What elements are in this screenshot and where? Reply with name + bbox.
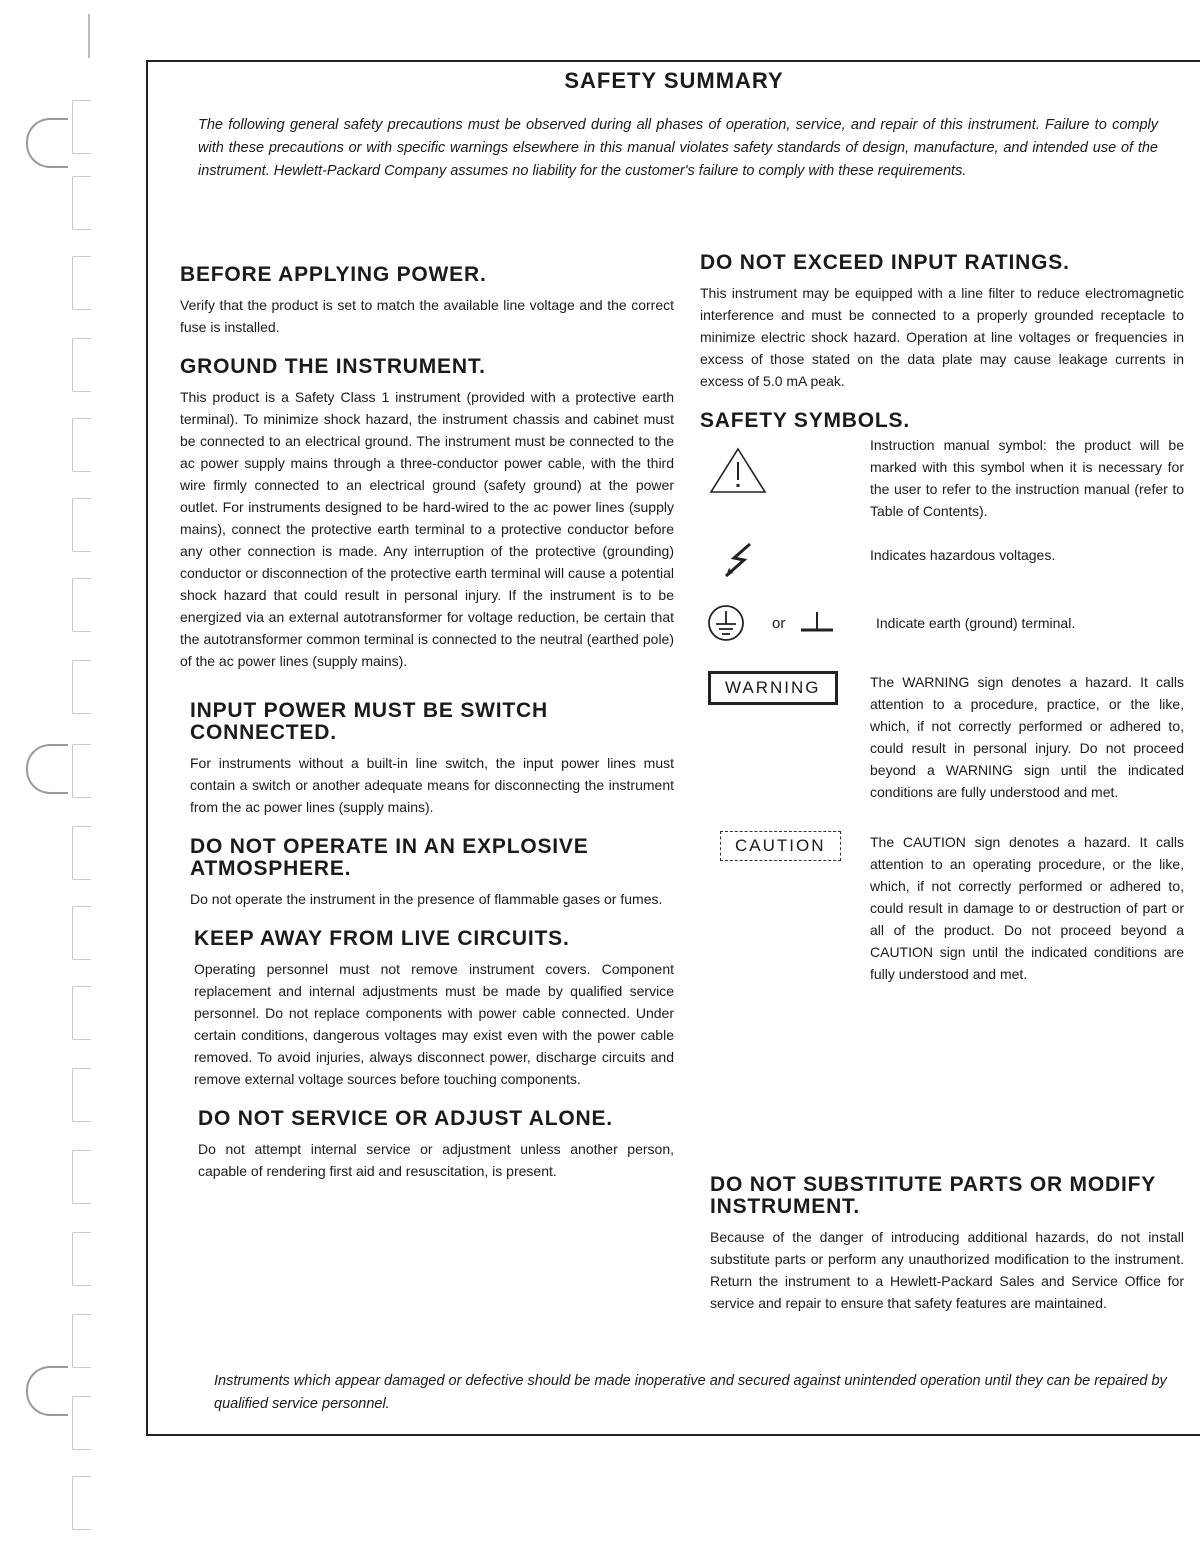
intro-paragraph: The following general safety precautions must be observed during all phases of operation, service, and repair of this instrument. Failure to comply with these precautions or with specific warnings elsewhere in this manual violates safety standards of design, manufacture, and intended use of the instrument. Hewlett-Packard Company assumes no liability for the customer's failure to comply with these requirements. — [198, 117, 1158, 179]
right-column — [700, 251, 1184, 1311]
section-heading: INPUT POWER MUST BE SWITCH CONNECTED. — [190, 699, 548, 744]
left-column — [180, 264, 674, 1200]
binder-slot — [72, 498, 91, 552]
symbol-row-hazard — [700, 540, 1184, 585]
symbol-row-warning — [700, 671, 1184, 803]
caution-sign-text: The CAUTION sign denotes a hazard. It calls attention to an operating procedure, or the like, which, if not correctly performed or adhered to, could result in damage to or destruction of part or all of the product. Do not proceed beyond a CAUTION sign until the indicated conditions are fully understood and met. — [870, 834, 1184, 982]
binder-ring — [26, 1366, 68, 1416]
section-input-power-switch — [180, 700, 674, 818]
binder-slot — [72, 1476, 91, 1530]
binder-slot — [72, 826, 91, 880]
section-body: Do not operate the instrument in the presence of flammable gases or fumes. — [190, 891, 663, 907]
section-substitute-parts — [710, 1174, 1184, 1314]
binder-slot — [72, 906, 91, 960]
page-fold-mark — [88, 14, 90, 58]
warning-sign — [700, 671, 870, 705]
binder-slot — [72, 100, 91, 154]
symbol-row-caution — [700, 831, 1184, 985]
page-title: SAFETY SUMMARY — [564, 68, 784, 93]
section-service-alone — [180, 1108, 674, 1182]
section-body: This instrument may be equipped with a line filter to reduce electromagnetic interference and must be connected to a properly grounded receptacle to minimize electric shock hazard. Operation at line voltages or frequencies in excess of those stated on the data plate may cause leakage currents in excess of 5.0 mA peak. — [700, 285, 1184, 389]
section-body: Operating personnel must not remove instrument covers. Component replacement and internal adjustments must be made by qualified service personnel. Do not replace components with power cable connected. Under certain conditions, dangerous voltages may exist even with the power cable removed. To avoid injuries, always disconnect power, discharge circuits and remove external voltage sources before touching components. — [194, 961, 674, 1087]
binder-slot — [72, 578, 91, 632]
hazardous-voltage-icon — [700, 540, 870, 585]
binder-slot — [72, 176, 91, 230]
binder-slot — [72, 744, 91, 798]
earth-symbol-text: Indicate earth (ground) terminal. — [876, 615, 1076, 631]
binder-ring — [26, 118, 68, 168]
section-input-ratings — [700, 252, 1184, 392]
earth-symbols — [700, 603, 870, 643]
binder-slot — [72, 418, 91, 472]
footer-note: Instruments which appear damaged or defective should be made inoperative and secured against unintended operation until they can be repaired by qualified service personnel. — [214, 1373, 1167, 1412]
section-safety-symbols — [700, 410, 1184, 985]
safety-summary-panel — [146, 60, 1200, 1436]
hazard-symbol-text: Indicates hazardous voltages. — [870, 547, 1056, 563]
warning-sign-text: The WARNING sign denotes a hazard. It calls attention to a procedure, practice, or the like, which, if not correctly performed or adhered to, could result in personal injury. Do not proceed beyond a WARNING sign until the indicated conditions are fully understood and met. — [870, 674, 1184, 800]
symbol-row-manual — [700, 434, 1184, 522]
or-word: or — [772, 614, 786, 632]
binder-slot — [72, 1150, 91, 1204]
section-body: Because of the danger of introducing additional hazards, do not install substitute parts or perform any unauthorized modification to the instrument. Return the instrument to a Hewlett-Packard Sales and Service Office for service and repair to ensure that safety features are maintained. — [710, 1229, 1184, 1311]
caution-label: CAUTION — [720, 831, 841, 861]
binder-slot — [72, 256, 91, 310]
binder-slot — [72, 1314, 91, 1368]
binder-slot — [72, 986, 91, 1040]
ground-icon — [797, 608, 837, 638]
section-before-applying-power — [180, 264, 674, 338]
section-heading: DO NOT SUBSTITUTE PARTS OR MODIFY INSTRUMENT. — [710, 1173, 1156, 1218]
binder-slot — [72, 338, 91, 392]
manual-symbol-text: Instruction manual symbol: the product will be marked with this symbol when it is necessary for the user to refer to the instruction manual (refer to Table of Contents). — [870, 437, 1184, 519]
section-heading: DO NOT OPERATE IN AN EXPLOSIVE ATMOSPHERE. — [190, 835, 589, 880]
instruction-manual-icon — [700, 434, 870, 501]
section-live-circuits — [180, 928, 674, 1090]
symbol-row-earth — [700, 603, 1184, 643]
section-heading: KEEP AWAY FROM LIVE CIRCUITS. — [194, 927, 570, 950]
binder-slot — [72, 1396, 91, 1450]
section-body: Verify that the product is set to match the available line voltage and the correct fuse is installed. — [180, 297, 674, 335]
binder-slot — [72, 1068, 91, 1122]
section-body: For instruments without a built-in line switch, the input power lines must contain a switch or another adequate means for disconnecting the instrument from the ac power lines (supply mains). — [190, 755, 674, 815]
section-heading: BEFORE APPLYING POWER. — [180, 263, 487, 286]
section-heading: DO NOT SERVICE OR ADJUST ALONE. — [198, 1107, 613, 1130]
section-explosive-atmosphere — [180, 836, 674, 910]
caution-sign — [700, 831, 870, 861]
binder-slot — [72, 1232, 91, 1286]
section-body: Do not attempt internal service or adjustment unless another person, capable of rendering first aid and resuscitation, is present. — [198, 1141, 674, 1179]
warning-label: WARNING — [708, 671, 838, 705]
section-heading: SAFETY SYMBOLS. — [700, 409, 910, 432]
section-ground-instrument — [180, 356, 674, 672]
binder-slot — [72, 660, 91, 714]
section-heading: DO NOT EXCEED INPUT RATINGS. — [700, 251, 1070, 274]
binder-margin — [0, 0, 130, 1568]
binder-ring — [26, 744, 68, 794]
section-body: This product is a Safety Class 1 instrument (provided with a protective earth terminal). To minimize shock hazard, the instrument chassis and cabinet must be connected to an electrical ground. The instrument must be connected to the ac power supply mains through a three-conductor power cable, with the third wire firmly connected to an electrical ground (safety ground) at the power outlet. For instruments designed to be hard-wired to the ac power lines (supply mains), connect the protective earth terminal to a protective conductor before any other connection is made. Any interruption of the protective (grounding) conductor or disconnection of the protective earth terminal will cause a potential shock hazard that could result in personal injury. If the instrument is to be energized via an external autotransformer for voltage reduction, be certain that the autotransformer common terminal is connected to the neutral (earthed pole) of the ac power lines (supply mains). — [180, 389, 674, 669]
protective-earth-icon — [706, 603, 746, 643]
section-heading: GROUND THE INSTRUMENT. — [180, 355, 486, 378]
